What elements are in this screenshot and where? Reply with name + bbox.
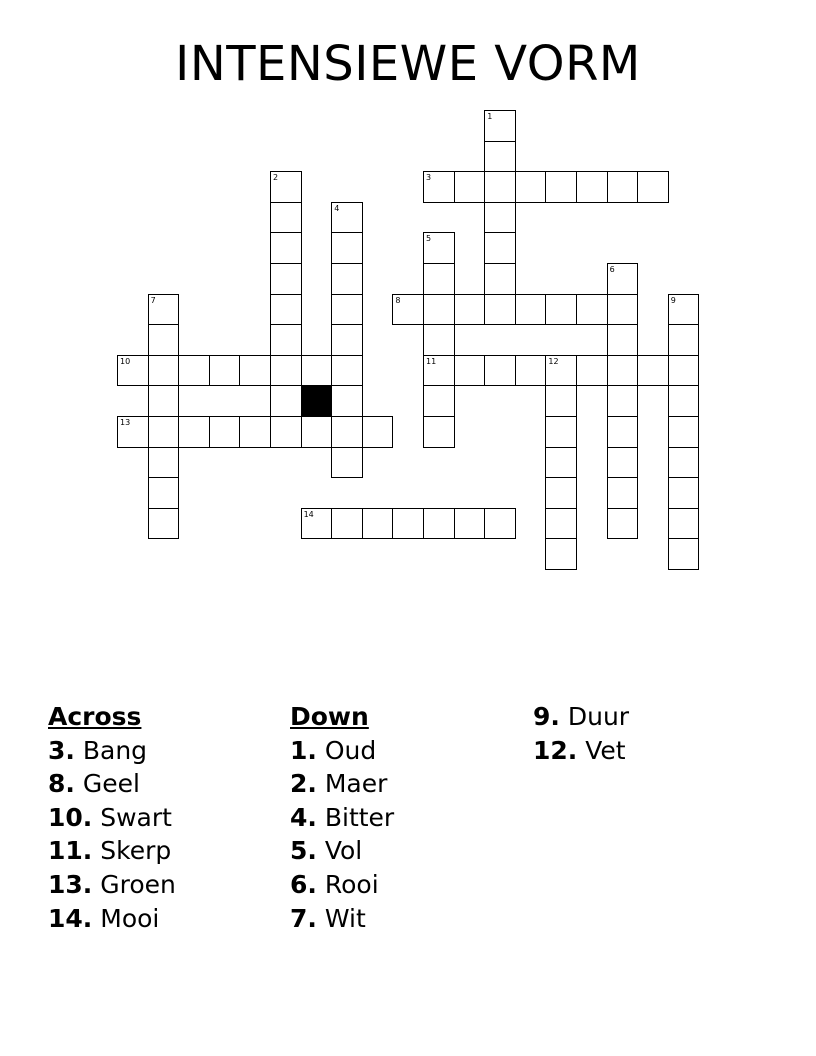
down-clue xyxy=(290,734,394,768)
grid-cell[interactable] xyxy=(454,355,486,387)
grid-cell[interactable] xyxy=(148,508,180,540)
grid-cell[interactable] xyxy=(545,294,577,326)
clue-number: 8. xyxy=(48,769,75,799)
clue-number: 9. xyxy=(533,702,560,731)
grid-cell[interactable] xyxy=(668,416,700,448)
grid-cell[interactable] xyxy=(270,324,302,356)
grid-cell[interactable] xyxy=(607,263,639,295)
clue-text: Oud xyxy=(316,735,377,765)
clue-number: 1. xyxy=(290,735,317,765)
clue-number: 5. xyxy=(290,836,317,866)
black-cell xyxy=(301,385,333,417)
grid-cell[interactable] xyxy=(545,447,577,479)
grid-cell[interactable] xyxy=(148,294,180,326)
grid-cell[interactable] xyxy=(423,232,455,264)
grid-cell[interactable] xyxy=(668,447,700,479)
down-clues-continued xyxy=(533,700,629,767)
down-clues xyxy=(290,700,394,935)
grid-cell[interactable] xyxy=(331,385,363,417)
grid-cell[interactable] xyxy=(454,171,486,203)
across-clue xyxy=(48,868,176,902)
grid-cell[interactable] xyxy=(668,477,700,509)
grid-cell[interactable] xyxy=(270,263,302,295)
clue-number: 10. xyxy=(48,802,93,832)
grid-cell[interactable] xyxy=(331,355,363,387)
grid-cell[interactable] xyxy=(545,416,577,448)
grid-cell[interactable] xyxy=(515,355,547,387)
grid-cell[interactable] xyxy=(301,508,333,540)
grid-cell[interactable] xyxy=(545,538,577,570)
clue-text: Swart xyxy=(92,802,172,832)
down-heading: Down xyxy=(290,702,369,731)
down-clue xyxy=(290,767,394,801)
clue-text: Groen xyxy=(92,869,176,899)
across-heading: Across xyxy=(48,702,142,731)
grid-cell[interactable] xyxy=(148,355,180,387)
grid-cell[interactable] xyxy=(607,477,639,509)
grid-cell[interactable] xyxy=(148,477,180,509)
grid-cell[interactable] xyxy=(423,385,455,417)
clue-number: 14 xyxy=(303,509,314,519)
clue-number: 7. xyxy=(290,903,317,933)
grid-cell[interactable] xyxy=(484,141,516,173)
down-clue xyxy=(290,801,394,835)
grid-cell[interactable] xyxy=(637,171,669,203)
grid-cell[interactable] xyxy=(209,416,241,448)
clue-number: 11 xyxy=(426,356,437,366)
across-clue xyxy=(48,902,176,936)
clue-text: Bang xyxy=(74,735,148,765)
grid-cell[interactable] xyxy=(484,294,516,326)
grid-cell[interactable] xyxy=(331,232,363,264)
clue-number: 1 xyxy=(487,112,493,121)
grid-cell[interactable] xyxy=(270,202,302,234)
clue-number: 11. xyxy=(48,836,93,866)
grid-cell[interactable] xyxy=(576,294,608,326)
grid-cell[interactable] xyxy=(607,508,639,540)
grid-cell[interactable] xyxy=(484,232,516,264)
clue-number: 6 xyxy=(609,265,615,274)
down-clue xyxy=(290,868,394,902)
down-clue xyxy=(533,734,629,768)
grid-cell[interactable] xyxy=(270,385,302,417)
grid-cell[interactable] xyxy=(331,447,363,479)
across-clues xyxy=(48,700,176,935)
grid-cell[interactable] xyxy=(362,416,394,448)
clue-text: Duur xyxy=(559,702,630,731)
clue-number: 10 xyxy=(120,356,131,366)
grid-cell[interactable] xyxy=(607,416,639,448)
grid-cell[interactable] xyxy=(607,385,639,417)
grid-cell[interactable] xyxy=(178,355,210,387)
grid-cell[interactable] xyxy=(331,324,363,356)
grid-cell[interactable] xyxy=(545,508,577,540)
grid-cell[interactable] xyxy=(607,171,639,203)
grid-cell[interactable] xyxy=(423,171,455,203)
grid-cell[interactable] xyxy=(454,508,486,540)
clue-text: Mooi xyxy=(92,903,160,933)
grid-cell[interactable] xyxy=(607,324,639,356)
clue-number: 4. xyxy=(290,802,317,832)
grid-cell[interactable] xyxy=(607,294,639,326)
clue-number: 12. xyxy=(533,735,578,765)
grid-cell[interactable] xyxy=(270,355,302,387)
clue-text: Maer xyxy=(316,769,388,799)
clue-number: 5 xyxy=(426,234,432,244)
grid-cell[interactable] xyxy=(484,110,516,142)
grid-cell[interactable] xyxy=(484,355,516,387)
puzzle-title: INTENSIEWE VORM xyxy=(175,36,641,92)
grid-cell[interactable] xyxy=(484,202,516,234)
down-clue xyxy=(290,834,394,868)
grid-cell[interactable] xyxy=(362,508,394,540)
grid-cell[interactable] xyxy=(178,416,210,448)
grid-cell[interactable] xyxy=(331,416,363,448)
clue-text: Vol xyxy=(316,836,363,866)
across-clue xyxy=(48,767,176,801)
grid-cell[interactable] xyxy=(668,508,700,540)
clue-number: 3 xyxy=(426,173,432,183)
grid-cell[interactable] xyxy=(668,324,700,356)
grid-cell[interactable] xyxy=(301,416,333,448)
grid-cell[interactable] xyxy=(423,508,455,540)
across-clue xyxy=(48,834,176,868)
grid-cell[interactable] xyxy=(607,447,639,479)
clue-number: 12 xyxy=(548,356,559,366)
grid-cell[interactable] xyxy=(423,324,455,356)
grid-cell[interactable] xyxy=(484,508,516,540)
clue-text: Vet xyxy=(577,735,626,765)
clue-number: 2 xyxy=(273,173,279,183)
grid-cell[interactable] xyxy=(148,385,180,417)
grid-cell[interactable] xyxy=(331,508,363,540)
grid-cell[interactable] xyxy=(668,385,700,417)
grid-cell[interactable] xyxy=(148,324,180,356)
clue-number: 2. xyxy=(290,769,317,799)
clue-number: 4 xyxy=(334,203,340,213)
across-clue xyxy=(48,801,176,835)
clue-text: Bitter xyxy=(316,802,395,832)
grid-cell[interactable] xyxy=(239,355,271,387)
grid-cell[interactable] xyxy=(117,355,149,387)
grid-cell[interactable] xyxy=(270,232,302,264)
grid-cell[interactable] xyxy=(545,171,577,203)
grid-cell[interactable] xyxy=(209,355,241,387)
clue-number: 13 xyxy=(120,418,131,427)
clue-number: 3. xyxy=(48,735,75,765)
grid-cell[interactable] xyxy=(545,477,577,509)
grid-cell[interactable] xyxy=(331,294,363,326)
grid-cell[interactable] xyxy=(148,416,180,448)
grid-cell[interactable] xyxy=(484,263,516,295)
grid-cell[interactable] xyxy=(392,294,424,326)
across-clue xyxy=(48,734,176,768)
grid-cell[interactable] xyxy=(545,385,577,417)
grid-cell[interactable] xyxy=(148,447,180,479)
grid-cell[interactable] xyxy=(637,355,669,387)
grid-cell[interactable] xyxy=(515,294,547,326)
grid-cell[interactable] xyxy=(423,294,455,326)
grid-cell[interactable] xyxy=(270,171,302,203)
clue-text: Rooi xyxy=(316,869,379,899)
grid-cell[interactable] xyxy=(607,355,639,387)
grid-cell[interactable] xyxy=(515,171,547,203)
grid-cell[interactable] xyxy=(270,294,302,326)
down-clue xyxy=(290,902,394,936)
grid-cell[interactable] xyxy=(576,171,608,203)
grid-cell[interactable] xyxy=(454,294,486,326)
grid-cell[interactable] xyxy=(423,416,455,448)
grid-cell[interactable] xyxy=(668,355,700,387)
down-clue xyxy=(533,700,629,734)
clue-text: Wit xyxy=(316,903,366,933)
grid-cell[interactable] xyxy=(117,416,149,448)
grid-cell[interactable] xyxy=(423,263,455,295)
clue-text: Geel xyxy=(74,769,140,799)
grid-cell[interactable] xyxy=(301,355,333,387)
clue-number: 6. xyxy=(290,869,317,899)
clue-number: 14. xyxy=(48,903,93,933)
clue-text: Skerp xyxy=(92,836,172,866)
clue-number: 7 xyxy=(150,295,156,305)
grid-cell[interactable] xyxy=(423,355,455,387)
grid-cell[interactable] xyxy=(270,416,302,448)
grid-cell[interactable] xyxy=(545,355,577,387)
grid-cell[interactable] xyxy=(331,263,363,295)
grid-cell[interactable] xyxy=(576,355,608,387)
grid-cell[interactable] xyxy=(239,416,271,448)
grid-cell[interactable] xyxy=(392,508,424,540)
grid-cell[interactable] xyxy=(668,294,700,326)
grid-cell[interactable] xyxy=(484,171,516,203)
clue-number: 8 xyxy=(395,295,401,305)
grid-cell[interactable] xyxy=(668,538,700,570)
clue-number: 13. xyxy=(48,869,93,899)
grid-cell[interactable] xyxy=(331,202,363,234)
clue-number: 9 xyxy=(670,295,676,305)
